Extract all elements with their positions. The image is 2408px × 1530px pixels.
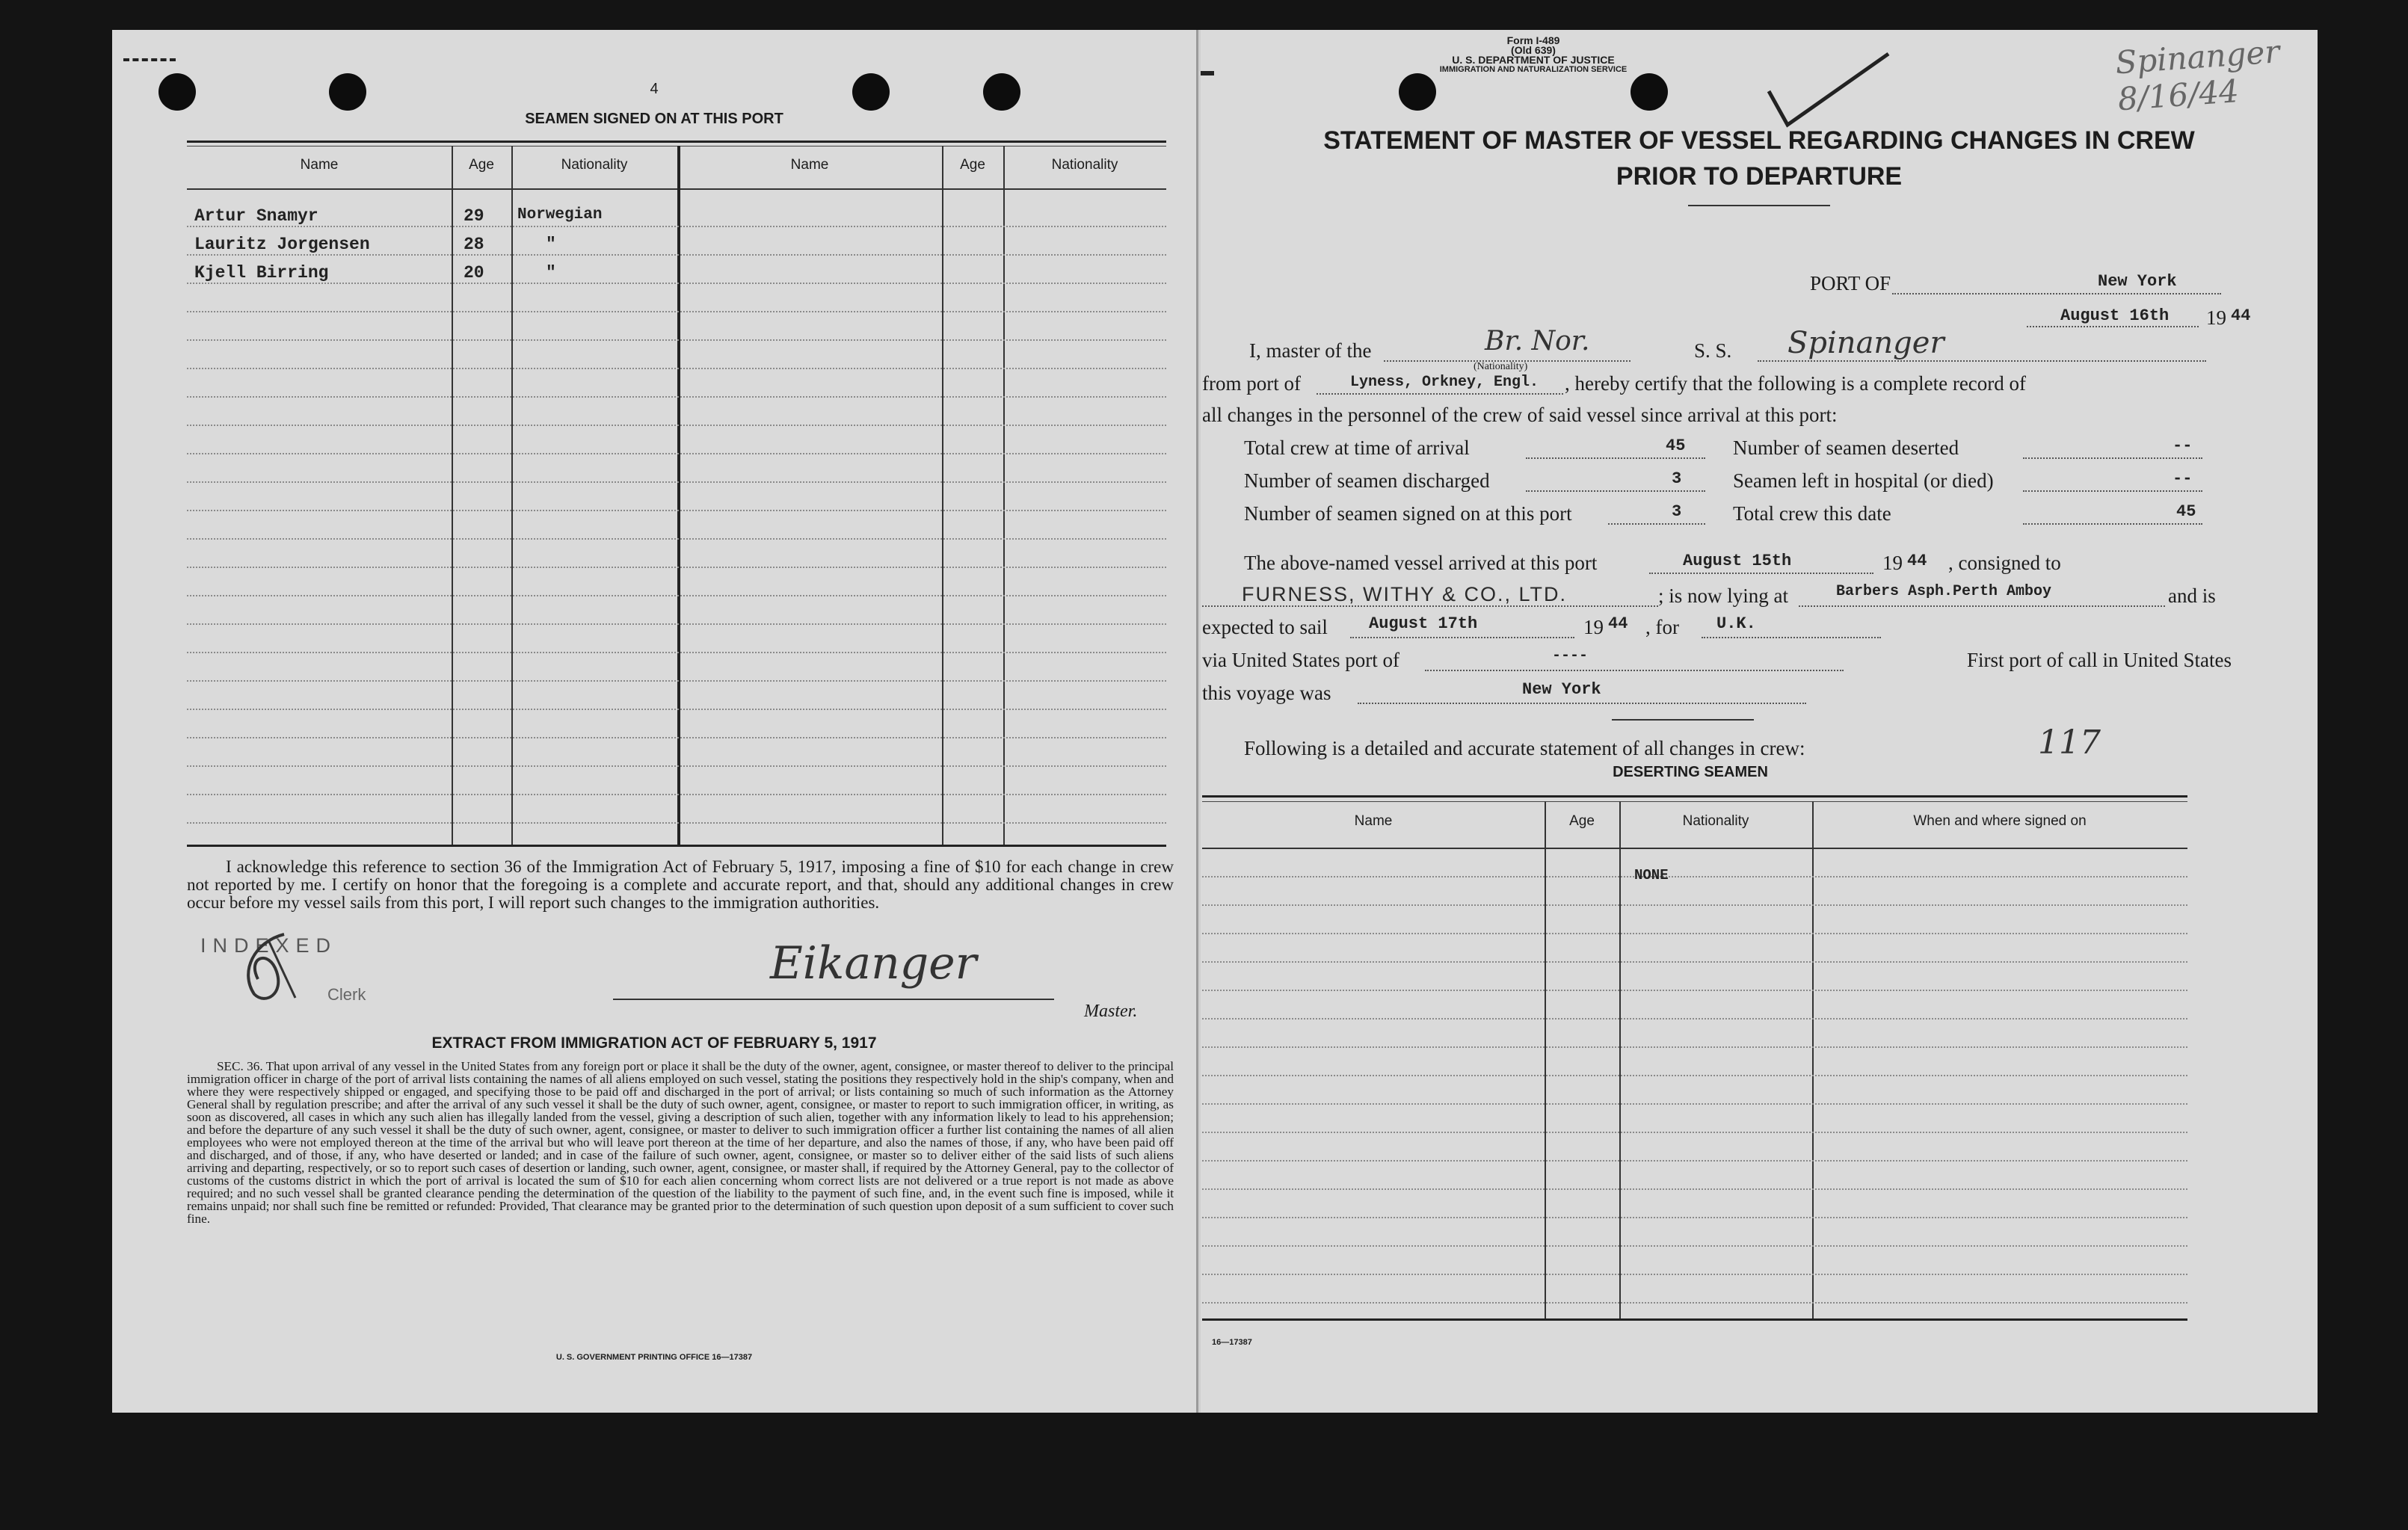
column-divider: [677, 146, 680, 845]
extract-title: EXTRACT FROM IMMIGRATION ACT OF FEBRUARY 5, 1917: [431, 1034, 877, 1052]
expected-label: expected to sail: [1202, 616, 1328, 638]
printer-line: U. S. GOVERNMENT PRINTING OFFICE 16—17387: [555, 1353, 753, 1362]
sail-date-line: [1350, 637, 1574, 638]
table-row-line: [1202, 961, 2187, 963]
first-port-label: First port of call in United States: [1967, 649, 2232, 671]
stat-label-total: Total crew this date: [1733, 502, 1891, 525]
stat-value-signed-on: 3: [1672, 502, 1682, 521]
column-divider: [942, 146, 943, 845]
section-title: SEAMEN SIGNED ON AT THIS PORT: [525, 111, 783, 127]
vessel-field-line: [1758, 360, 2206, 362]
from-port-value: Lyness, Orkney, Engl.: [1350, 374, 1539, 391]
handwritten-corner-note: Spinanger 8/16/44: [2113, 33, 2281, 118]
column-divider: [1003, 146, 1005, 845]
stat-field-line: [1608, 523, 1705, 525]
consigned-to-label: , consigned to: [1948, 552, 2061, 574]
sail-date: August 17th: [1369, 614, 1478, 633]
stat-field-line: [2023, 457, 2202, 459]
scan-mark: [123, 58, 176, 61]
column-divider: [452, 146, 453, 845]
master-of-label: I, master of the: [1249, 339, 1372, 362]
table-row-line: [1202, 1046, 2187, 1048]
stat-value-total: 45: [2176, 502, 2196, 521]
stat-label-hospital: Seamen left in hospital (or died): [1733, 469, 1994, 492]
deserting-header-age: Age: [1569, 813, 1595, 829]
table-row-line: [187, 765, 1166, 767]
certify-text: , hereby certify that the following is a complete record of: [1565, 372, 2027, 395]
punch-hole: [1399, 73, 1436, 111]
table-row-line: [1202, 1132, 2187, 1133]
crew-age: 29: [464, 206, 484, 226]
lying-at-label: ; is now lying at: [1658, 584, 1788, 607]
deserting-header-signed-on: When and where signed on: [1913, 813, 2087, 829]
stat-field-line: [2023, 523, 2202, 525]
stat-value-deserted: --: [2173, 437, 2193, 455]
left-page: [112, 30, 1198, 1413]
column-divider: [1812, 801, 1814, 1318]
scan-mark: [1201, 71, 1214, 75]
from-port-field-line: [1317, 393, 1563, 395]
crew-name: Kjell Birring: [194, 263, 329, 283]
table-row-line: [187, 623, 1166, 625]
table-row-line: [1202, 1245, 2187, 1247]
form-title-line2: PRIOR TO DEPARTURE: [1616, 162, 1903, 191]
table-row-line: [187, 595, 1166, 596]
crew-name: Lauritz Jorgensen: [194, 235, 370, 254]
title-underline: [1688, 205, 1830, 206]
table-row-line: [1202, 1018, 2187, 1020]
and-is-label: and is: [2168, 584, 2216, 607]
section-divider: [1612, 719, 1754, 721]
column-divider: [1545, 801, 1546, 1318]
destination-value: U.K.: [1716, 614, 1756, 633]
table-row-line: [187, 652, 1166, 653]
date-field-line: [2027, 326, 2199, 327]
table-row-line: [187, 368, 1166, 369]
form-number: Form I-489: [1506, 34, 1560, 46]
acknowledgment-text: I acknowledge this reference to section 36 of the Immigration Act of February 5, 1917, imposing a fine of $10 for each change in crew not reported by me. I certify on honor that the foregoing is a complete and accurate report, and that, should any additional changes in crew occur before my vessel sails from this port, I will report such changes to the immigration authorities.: [187, 857, 1174, 912]
year-prefix: 19: [2206, 306, 2226, 329]
arrived-date: August 15th: [1683, 552, 1792, 570]
stat-label-discharged: Number of seamen discharged: [1244, 469, 1490, 492]
destination-line: [1702, 637, 1881, 638]
table-row-line: [187, 737, 1166, 738]
stat-label-arrival: Total crew at time of arrival: [1244, 437, 1470, 459]
arrived-label: The above-named vessel arrived at this port: [1244, 552, 1598, 574]
year-value: 44: [2231, 306, 2251, 325]
table-top-border: [187, 141, 1166, 143]
ss-label: S. S.: [1694, 339, 1732, 362]
via-value: ----: [1552, 647, 1589, 664]
table-bottom-border: [187, 845, 1166, 847]
table-row-line: [1202, 933, 2187, 934]
table-row-line: [187, 538, 1166, 540]
crew-nationality: ": [546, 263, 556, 283]
port-field-line: [1892, 293, 2221, 294]
deserting-entry: NONE: [1634, 867, 1669, 883]
crew-age: 28: [464, 235, 484, 254]
table-row-line: [1202, 1274, 2187, 1275]
table-row-line: [187, 481, 1166, 483]
handwritten-number: 117: [2038, 724, 2101, 762]
arrived-year: 44: [1907, 552, 1927, 570]
table-row-line: [1202, 1188, 2187, 1190]
table-row-line: [187, 339, 1166, 341]
department-name: U. S. DEPARTMENT OF JUSTICE: [1452, 54, 1615, 66]
column-header-nationality: Nationality: [561, 157, 628, 173]
form-header: [1429, 36, 1638, 75]
deserting-table-bottom: [1202, 1318, 2187, 1321]
table-row-line: [187, 794, 1166, 795]
nationality-caption: (Nationality): [1474, 361, 1528, 372]
table-row-line: [1202, 1075, 2187, 1076]
stat-value-hospital: --: [2173, 469, 2193, 488]
table-row-line: [1202, 1217, 2187, 1218]
stamp-initials: [224, 927, 329, 1009]
via-line: [1425, 670, 1844, 671]
table-row-line: [1202, 876, 2187, 877]
sail-year-prefix: 19: [1583, 616, 1604, 638]
voyage-line: [1358, 703, 1806, 704]
table-row-line: [1202, 1103, 2187, 1105]
following-text: Following is a detailed and accurate statement of all changes in crew:: [1244, 737, 1805, 759]
signature-line: [613, 999, 1054, 1000]
service-name: IMMIGRATION AND NATURALIZATION SERVICE: [1439, 65, 1628, 74]
stat-value-discharged: 3: [1672, 469, 1682, 488]
table-row-line: [187, 567, 1166, 568]
table-row-line: [187, 311, 1166, 312]
column-header-name: Name: [300, 157, 339, 173]
lying-at-line: [1799, 605, 2165, 607]
table-row-line: [1202, 990, 2187, 991]
table-row-line: [187, 283, 1166, 284]
for-label: , for: [1645, 616, 1679, 638]
arrived-date-line: [1649, 573, 1873, 574]
arrived-year-prefix: 19: [1882, 552, 1903, 574]
deserting-header-nationality: Nationality: [1682, 813, 1749, 829]
nationality-value: Br. Nor.: [1485, 326, 1590, 357]
table-row-line: [187, 425, 1166, 426]
right-page: [1201, 30, 2318, 1413]
deserting-header-name: Name: [1354, 813, 1393, 829]
from-port-label: from port of: [1202, 372, 1301, 395]
master-signature: Eikanger: [770, 937, 977, 990]
stat-field-line: [1526, 457, 1705, 459]
table-header-border: [187, 188, 1166, 190]
page-number: 4: [650, 81, 659, 97]
crew-name: Artur Snamyr: [194, 206, 318, 226]
stat-label-signed-on: Number of seamen signed on at this port: [1244, 502, 1572, 525]
statute-text: SEC. 36. That upon arrival of any vessel in the United States from any foreign port or place it shall be the duty of the owner, agent, consignee, or master thereof to deliver to the principal immigration officer in charge of the port of arrival lists containing the names of all aliens employed on such vessel, stating the positions they respectively hold in the ship's company, when and where they were respectively shipped or engaged, and specifying those to be paid off and discharged in the port of arrival; or lists containing so much of such information as the Attorney General shall by regulation prescribe; and after the arrival of any such vessel it shall be the duty of such owner, agent, consignee, or master to report to such immigration officer, in writing, as soon as discovered, all cases in which any such alien has illegally landed from the vessel, giving a description of such alien, together with any information likely to lead to his apprehension; and before the departure of any such vessel it shall be the duty of such owner, agent, consignee, or master to deliver to such immigration officer a further list containing the names of all alien employees who were not employed thereon at the time of the arrival but who will leave port thereon at the time of her departure, and also the names of those, if any, who have been paid off and discharged, and of those, if any, who have deserted or landed; and in case of the failure of such owner, agent, consignee, or master so to deliver either of the said lists of such aliens arriving and departing, respectively, or so to report such cases of desertion or landing, such owner, agent, consignee, or master shall, if required by the Attorney General, pay to the collector of customs of the customs district in which the port of arrival is located the sum of $10 for each alien concerning whom correct lists are not delivered or a true report is not made as above required; and no such vessel shall be granted clearance pending the determination of the question of the liability to the payment of such fine, and, in the event such fine is imposed, while it remains unpaid; nor shall such fine be remitted or refunded: Provided, That clearance may be granted prior to the determination of such question upon deposit of a sum sufficient to cover such fine.: [187, 1059, 1174, 1226]
scanned-document: [112, 30, 2318, 1413]
deserting-title: DESERTING SEAMEN: [1613, 764, 1768, 780]
table-row-line: [1202, 1302, 2187, 1304]
stat-field-line: [2023, 490, 2202, 492]
master-label: Master.: [1084, 1002, 1138, 1021]
stat-field-line: [1526, 490, 1705, 492]
consignee-value: FURNESS, WITHY & CO., LTD.: [1242, 583, 1568, 605]
crew-nationality: ": [546, 235, 556, 254]
deserting-table-header-border: [1202, 848, 2187, 849]
certify-text-continued: all changes in the personnel of the crew of said vessel since arrival at this port:: [1202, 404, 1838, 426]
crew-age: 20: [464, 263, 484, 283]
table-row-line: [187, 510, 1166, 511]
punch-hole: [1631, 73, 1668, 111]
table-row-line: [187, 680, 1166, 682]
table-row-line: [187, 226, 1166, 227]
voyage-label: this voyage was: [1202, 682, 1331, 704]
table-row-line: [187, 453, 1166, 454]
crew-nationality: Norwegian: [517, 206, 603, 223]
port-value: New York: [2098, 272, 2177, 291]
table-row-line: [187, 822, 1166, 824]
footer-code: 16—17387: [1212, 1338, 1252, 1347]
deserting-table-top: [1202, 801, 2187, 802]
port-label: PORT OF: [1810, 272, 1891, 294]
table-row-line: [187, 254, 1166, 256]
column-divider: [1619, 801, 1621, 1318]
indexed-stamp: INDEXED: [200, 934, 338, 957]
first-port-value: New York: [1522, 680, 1601, 699]
column-header-age: Age: [960, 157, 985, 173]
date-value: August 16th: [2060, 306, 2170, 325]
stat-label-deserted: Number of seamen deserted: [1733, 437, 1959, 459]
form-title: [1201, 123, 2318, 194]
column-header-name: Name: [790, 157, 829, 173]
form-title-line1: STATEMENT OF MASTER OF VESSEL REGARDING CHANGES IN CREW: [1323, 126, 2195, 155]
lying-at-value: Barbers Asph.Perth Amboy: [1836, 583, 2052, 600]
column-divider: [511, 146, 513, 845]
table-row-line: [1202, 1160, 2187, 1162]
column-header-nationality: Nationality: [1051, 157, 1118, 173]
table-row-line: [1202, 904, 2187, 906]
column-header-age: Age: [469, 157, 494, 173]
sail-year: 44: [1608, 614, 1628, 633]
form-old-number: (Old 639): [1511, 44, 1556, 56]
clerk-stamp: Clerk: [327, 985, 366, 1004]
via-label: via United States port of: [1202, 649, 1399, 671]
vessel-name: Spinanger: [1787, 326, 1944, 360]
table-row-line: [187, 709, 1166, 710]
table-row-line: [187, 396, 1166, 398]
deserting-table-top: [1202, 795, 2187, 798]
stat-value-arrival: 45: [1666, 437, 1686, 455]
